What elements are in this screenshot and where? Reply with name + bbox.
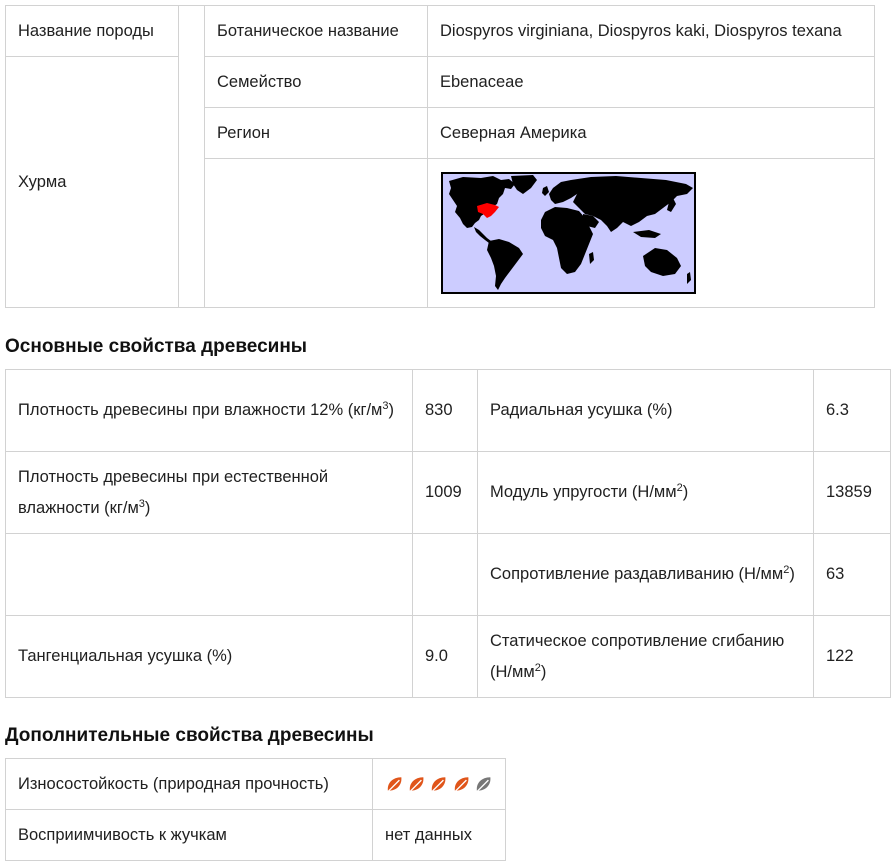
label-text: Плотность древесины при естественной влажности (кг/м xyxy=(18,467,329,517)
label-suffix: ) xyxy=(144,498,151,517)
unit-exponent: 3 xyxy=(382,400,389,412)
label-text: Плотность древесины при влажности 12% (кг/м xyxy=(18,401,383,419)
right-property-label xyxy=(478,534,814,616)
species-row xyxy=(6,6,875,57)
left-property-label xyxy=(6,534,413,616)
label-suffix: ) xyxy=(540,662,547,681)
durability-rating xyxy=(373,759,506,810)
left-property-value: 1009 xyxy=(413,452,478,534)
species-row xyxy=(6,57,875,108)
label-suffix: ) xyxy=(789,565,795,583)
main-props-table xyxy=(5,369,891,698)
region-label: Регион xyxy=(205,108,428,159)
species-col-header: Название породы xyxy=(6,6,179,57)
right-property-value: 122 xyxy=(814,616,891,698)
botanical-name-label: Ботаническое название xyxy=(205,6,428,57)
left-property-label xyxy=(6,616,413,698)
leaf-empty-icon xyxy=(474,774,493,794)
species-name: Хурма xyxy=(6,57,179,308)
label-suffix: ) xyxy=(388,401,395,419)
left-property-value: 9.0 xyxy=(413,616,478,698)
beetle-row xyxy=(6,810,506,861)
label-text: Радиальная усушка (%) xyxy=(490,401,673,419)
durability-row xyxy=(6,759,506,810)
property-row xyxy=(6,616,891,698)
right-property-value: 6.3 xyxy=(814,370,891,452)
beetle-value: нет данных xyxy=(373,810,506,861)
right-property-label xyxy=(478,370,814,452)
label-text: Сопротивление раздавливанию (Н/мм xyxy=(490,565,784,583)
unit-exponent: 2 xyxy=(676,482,683,494)
label-text: Модуль упругости (Н/мм xyxy=(490,483,677,501)
left-property-value: 830 xyxy=(413,370,478,452)
leaf-filled-icon xyxy=(429,774,448,794)
property-row xyxy=(6,370,891,452)
right-property-label xyxy=(478,616,814,698)
unit-exponent: 2 xyxy=(783,564,790,576)
unit-exponent: 2 xyxy=(534,661,541,674)
extra-props-table xyxy=(5,758,506,861)
empty-cell xyxy=(205,159,428,308)
left-property-label xyxy=(6,370,413,452)
species-table xyxy=(5,5,875,308)
durability-label: Износостойкость (природная прочность) xyxy=(6,759,373,810)
right-property-value: 63 xyxy=(814,534,891,616)
durability-leaves xyxy=(385,774,493,794)
leaf-filled-icon xyxy=(407,774,426,794)
main-props-heading: Основные свойства древесины xyxy=(5,336,308,357)
region-value: Северная Америка xyxy=(428,108,875,159)
unit-exponent: 3 xyxy=(138,497,145,510)
left-property-value xyxy=(413,534,478,616)
label-text: Статическое сопротивление сгибанию (Н/мм xyxy=(490,631,785,681)
family-label: Семейство xyxy=(205,57,428,108)
world-map xyxy=(441,172,696,294)
property-row xyxy=(6,452,891,534)
leaf-filled-icon xyxy=(385,774,404,794)
extra-props-heading: Дополнительные свойства древесины xyxy=(5,725,374,746)
family-value: Ebenaceae xyxy=(428,57,875,108)
beetle-label: Восприимчивость к жучкам xyxy=(6,810,373,861)
left-property-label xyxy=(6,452,413,534)
map-cell xyxy=(428,159,875,308)
right-property-label xyxy=(478,452,814,534)
botanical-name-value: Diospyros virginiana, Diospyros kaki, Diospyros texana xyxy=(428,6,875,57)
label-suffix: ) xyxy=(682,483,689,501)
leaf-filled-icon xyxy=(452,774,471,794)
spacer-cell xyxy=(179,6,205,308)
label-text: Тангенциальная усушка (%) xyxy=(18,647,233,665)
right-property-value: 13859 xyxy=(814,452,891,534)
property-row xyxy=(6,534,891,616)
